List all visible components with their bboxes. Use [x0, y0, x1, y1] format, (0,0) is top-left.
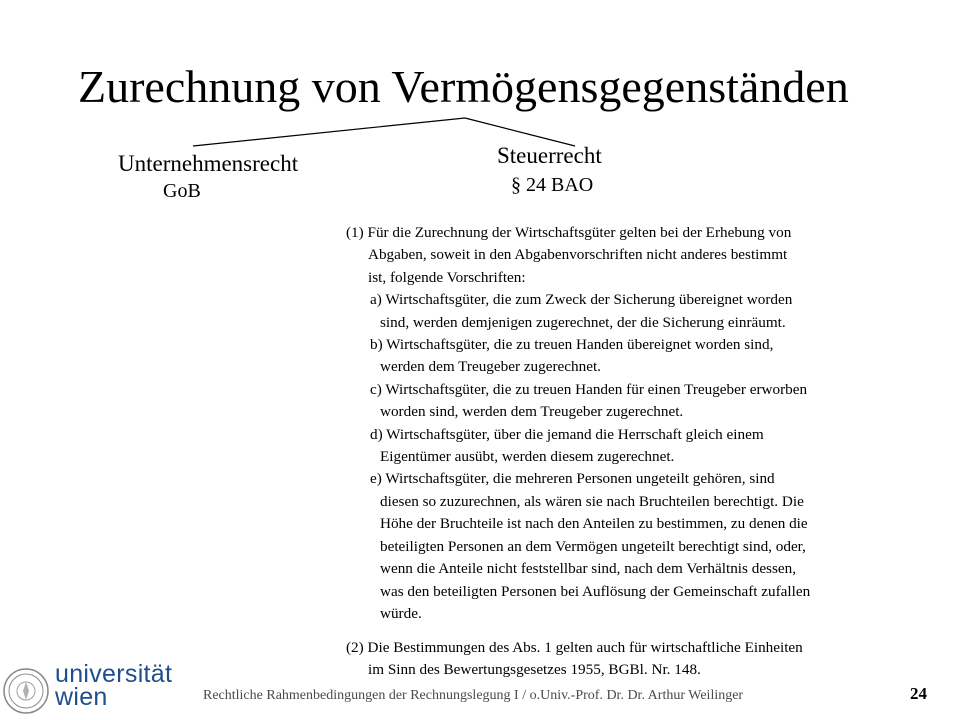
wordmark-line-2: wien [55, 683, 108, 711]
paragraph-line: Abgaben, soweit in den Abgabenvorschriften nicht anderes bestimmt [368, 246, 788, 264]
paragraph-1 [346, 222, 810, 625]
paragraph-line: diesen so zuzurechnen, als wären sie nach Bruchteilen berechtigt. Die [380, 492, 804, 510]
university-wordmark [55, 660, 173, 711]
paragraph-line: Höhe der Bruchteile ist nach den Anteilen zu bestimmen, zu denen die [380, 515, 808, 533]
university-logo [2, 660, 177, 718]
paragraph-line: ist, folgende Vorschriften: [368, 268, 526, 286]
wordmark-line-1: universität [55, 660, 173, 688]
paragraph-line: b) Wirtschaftsgüter, die zu treuen Handen übereignet worden sind, [370, 336, 774, 354]
slide-title: Zurechnung von Vermögensgegenständen [78, 61, 849, 112]
paragraph-line: was den beteiligten Personen bei Auflösung der Gemeinschaft zufallen [380, 582, 811, 600]
paragraph-line: a) Wirtschaftsgüter, die zum Zweck der Sicherung übereignet worden [370, 291, 793, 309]
paragraph-line: worden sind, werden dem Treugeber zugerechnet. [380, 403, 684, 421]
branch-heading-steuerrecht: Steuerrecht [497, 143, 602, 168]
page-number: 24 [910, 684, 927, 703]
paragraph-line: e) Wirtschaftsgüter, die mehreren Personen ungeteilt gehören, sind [370, 470, 775, 488]
paragraph-line: (1) Für die Zurechnung der Wirtschaftsgüter gelten bei der Erhebung von [346, 224, 792, 241]
branch-heading-unternehmensrecht: Unternehmensrecht [118, 151, 299, 176]
paragraph-line: Eigentümer ausübt, werden diesem zugerechnet. [380, 448, 675, 466]
paragraph-2 [346, 637, 803, 682]
paragraph-line: c) Wirtschaftsgüter, die zu treuen Handen für einen Treugeber erworben [370, 380, 808, 398]
paragraph-line: im Sinn des Bewertungsgesetzes 1955, BGBl. Nr. 148. [368, 661, 701, 679]
footer-text: Rechtliche Rahmenbedingungen der Rechnungslegung I / o.Univ.-Prof. Dr. Dr. Arthur Weilinger [203, 688, 744, 703]
paragraph-line: werden dem Treugeber zugerechnet. [380, 358, 601, 376]
paragraph-line: wenn die Anteile nicht feststellbar sind, nach dem Verhältnis dessen, [380, 560, 797, 578]
paragraph-line: würde. [380, 604, 422, 622]
branch-line-right [465, 118, 575, 146]
paragraph-line: sind, werden demjenigen zugerechnet, der die Sicherung einräumt. [380, 313, 786, 331]
branch-sub-gob: GoB [163, 180, 201, 202]
branch-line-left [193, 118, 465, 146]
paragraph-line: beteiligten Personen an dem Vermögen ungeteilt berechtigt sind, oder, [380, 537, 806, 555]
paragraph-line: (2) Die Bestimmungen des Abs. 1 gelten auch für wirtschaftliche Einheiten [346, 639, 803, 656]
branch-sub-bao: § 24 BAO [511, 174, 594, 196]
university-seal-icon [2, 667, 50, 715]
paragraph-line: d) Wirtschaftsgüter, über die jemand die Herrschaft gleich einem [370, 425, 764, 443]
